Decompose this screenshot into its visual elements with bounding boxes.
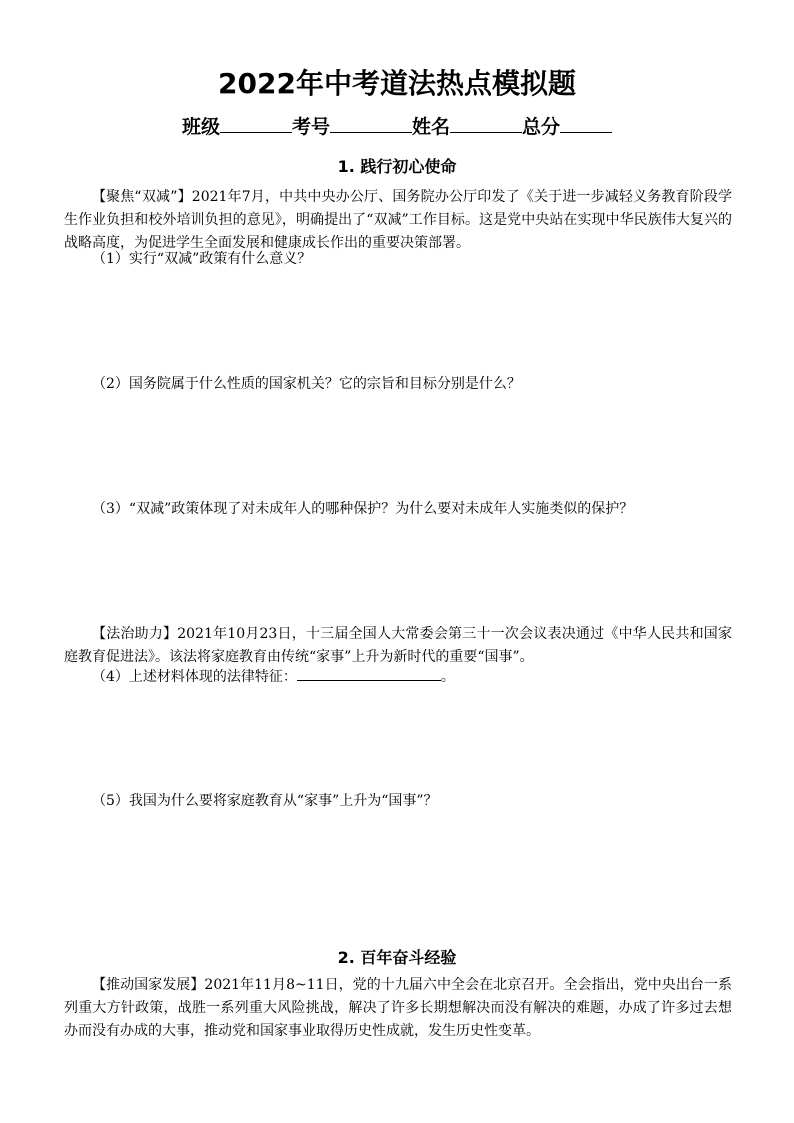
class-blank[interactable] [220, 114, 292, 133]
material-tag: 【法治助力】 [92, 626, 178, 642]
section-1-material-2 [64, 623, 732, 669]
question-2: （2）国务院属于什么性质的国家机关？它的宗旨和目标分别是什么？ [92, 376, 521, 392]
question-4 [92, 666, 455, 686]
score-blank[interactable] [560, 114, 612, 133]
section-2-heading: 2. 百年奋斗经验 [337, 948, 457, 967]
section-1-material-1 [64, 186, 732, 255]
question-4-text: （4）上述材料体现的法律特征： [92, 669, 297, 685]
material-tag: 【推动国家发展】 [92, 977, 205, 993]
material-text: 2021年10月23日，十三届全国人大常委会第三十一次会议表决通过《中华人民共和国家庭教育促进法》。该法将家庭教育由传统“家事”上升为新时代的重要“国事”。 [64, 626, 732, 665]
section-1-heading: 1. 践行初心使命 [337, 157, 457, 176]
question-1: （1）实行“双减”政策有什么意义？ [92, 251, 312, 267]
question-4-end: 。 [440, 669, 455, 685]
question-4-answer-blank[interactable] [297, 666, 441, 681]
score-label: 总分 [522, 116, 561, 138]
page-title: 2022年中考道法热点模拟题 [218, 67, 576, 100]
name-blank[interactable] [450, 114, 522, 133]
material-tag: 【聚焦“双减”】 [92, 189, 192, 205]
material-text: 2021年11月8~11日，党的十九届六中全会在北京召开。全会指出，党中央出台一系列重大方针政策，战胜一系列重大风险挑战，解决了许多长期想解决而没有解决的难题，办成了许多过去想办而没有办成的大事，推动党和国家事业取得历史性成就，发生历史性变革。 [64, 977, 733, 1039]
number-blank[interactable] [330, 114, 412, 133]
class-label: 班级 [181, 116, 220, 138]
question-5: （5）我国为什么要将家庭教育从“家事”上升为“国事”？ [92, 793, 438, 809]
number-label: 考号 [291, 116, 330, 138]
name-label: 姓名 [412, 116, 451, 138]
question-3: （3）“双减”政策体现了对未成年人的哪种保护？为什么要对未成年人实施类似的保护？ [92, 501, 634, 517]
section-2-material-1 [64, 974, 732, 1043]
material-text: 2021年7月，中共中央办公厅、国务院办公厅印发了《关于进一步减轻义务教育阶段学生作业负担和校外培训负担的意见》，明确提出了“双减”工作目标。这是党中央站在实现中华民族伟大复兴的战略高度，为促进学生全面发展和健康成长作出的重要决策部署。 [64, 189, 732, 251]
student-info-line [0, 112, 794, 139]
